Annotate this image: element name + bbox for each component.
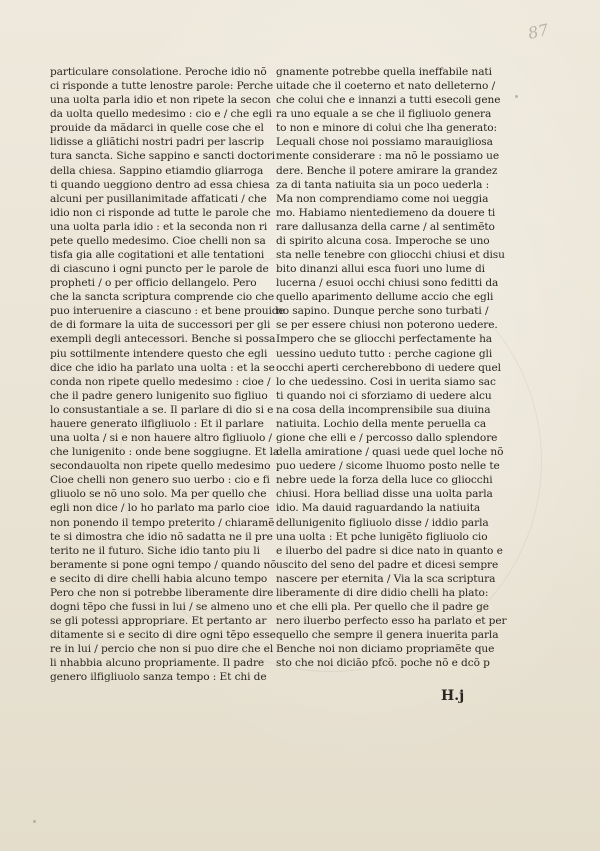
text-line: ti quando ueggiono dentro ad essa chiesa xyxy=(50,178,270,191)
text-line: idio. Ma dauid raguardando la natiuita xyxy=(276,502,481,515)
text-line: una uolta / si e non hauere altro figliuolo / xyxy=(50,432,272,445)
text-line: una uolta parla idio et non ripete la secon xyxy=(50,94,271,107)
text-line: Cioe chelli non genero suo uerbo : cio e fi xyxy=(50,474,270,487)
text-line: uitade che il coeterno et nato delleterno / xyxy=(276,80,496,93)
text-line: Ma non comprendiamo come noi ueggia xyxy=(276,192,489,205)
text-line: ti quando noi ci sforziamo di uedere alcu xyxy=(276,389,492,402)
text-line: puo interuenire a ciascuno : et bene prouide xyxy=(50,305,285,318)
text-line: ra uno equale a se che il figliuolo genera xyxy=(276,108,492,121)
text-line: Benche noi non diciamo propriamẽte que xyxy=(276,643,495,656)
text-line: idio non ci risponde ad tutte le parole che xyxy=(50,206,271,219)
text-line: bito dinanzi allui esca fuori uno lume di xyxy=(276,263,485,276)
text-line: propheti / o per officio dellangelo. Pero xyxy=(50,277,257,290)
text-line: che la sancta scriptura comprende cio che xyxy=(50,291,275,304)
text-line: re in lui / percio che non si puo dire che el xyxy=(50,643,274,656)
text-line: secondauolta non ripete quello medesimo xyxy=(50,460,271,473)
text-line: nero iluerbo perfecto esso ha parlato et per xyxy=(276,615,507,628)
text-line: beramente si pone ogni tempo / quando nõ xyxy=(50,558,277,571)
text-line: Lequali chose noi possiamo marauigliosa xyxy=(276,136,493,149)
text-line: da uolta quello medesimo : cio e / che egli xyxy=(50,108,272,121)
ink-speck xyxy=(515,95,518,98)
text-line: puo uedere / sicome lhuomo posto nelle te xyxy=(276,460,500,473)
text-line: conda non ripete quello medesimo : cioe / xyxy=(50,375,271,388)
text-line: dellunigenito figliuolo disse / iddio parla xyxy=(276,516,489,529)
text-line: alcuni per pusillanimitade affaticati / che xyxy=(50,192,267,205)
text-line: ci risponde a tutte lenostre parole: Perche xyxy=(50,80,273,93)
text-line: mente considerare : ma nõ le possiamo ue xyxy=(276,150,500,163)
text-line: te si dimostra che idio nõ sadatta ne il pre xyxy=(50,530,273,543)
text-line: de di formare la uita de successori per gli xyxy=(50,319,271,332)
text-line: quello aparimento dellume accio che egli xyxy=(276,291,494,304)
text-line: dogni tẽpo che fussi in lui / se almeno uno xyxy=(50,600,273,613)
text-line: rare dallusanza della carne / al sentimẽto xyxy=(276,220,495,233)
text-line: genero ilfigliuolo sanza tempo : Et chi de xyxy=(50,671,267,684)
text-line: della amiratione / quasi uede quel loche nõ xyxy=(276,446,504,459)
text-line: se gli potessi appropriare. Et pertanto ar xyxy=(50,615,267,628)
text-line: quello che sempre il genera inuerita parla xyxy=(276,629,499,642)
text-line: gnamente potrebbe quella ineffabile nati xyxy=(276,66,492,78)
text-line: liberamente di dire didio chelli ha plato: xyxy=(276,586,489,599)
text-line: e iluerbo del padre si dice nato in quanto e xyxy=(276,544,503,557)
text-line: prouide da mãdarci in quelle cose che el xyxy=(50,122,264,135)
text-line: occhi aperti cercherebbono di uedere quel xyxy=(276,361,501,374)
text-line: ditamente si e secito di dire ogni tẽpo esse xyxy=(50,629,276,642)
text-line: uessino ueduto tutto : perche cagione gli xyxy=(276,347,493,360)
text-line: chiusi. Hora belliad disse una uolta parla xyxy=(276,488,493,501)
text-line: hauere generato ilfigliuolo : Et il parlare xyxy=(50,417,264,430)
text-line: egli non dice / lo ho parlato ma parlo cioe xyxy=(50,502,270,515)
text-line: particulare consolatione. Peroche idio nõ xyxy=(50,66,267,78)
text-line: sta nelle tenebre con gliocchi chiusi et disu xyxy=(276,249,505,262)
text-line: che lunigenito : onde bene soggiugne. Et la xyxy=(50,446,280,459)
text-line: nebre uede la forza della luce co gliocchi xyxy=(276,474,493,487)
text-line: za di tanta natiuita sia un poco uederla : xyxy=(276,178,490,191)
text-line: che il padre genero lunigenito suo figliuo xyxy=(50,389,268,402)
text-line: li nhabbia alcuno propriamente. Il padre xyxy=(50,657,265,670)
text-line: natiuita. Lochio della mente peruella ca xyxy=(276,417,487,430)
text-line: lidisse a gliãtichi nostri padri per lascrip xyxy=(50,136,264,149)
text-line: exempli degli antecessori. Benche si possa xyxy=(50,333,276,346)
text-line: della chiesa. Sappino etiamdio gliarroga xyxy=(50,164,264,177)
text-line: Pero che non si potrebbe liberamente dire xyxy=(50,586,274,599)
text-line: et che elli pla. Per quello che il padre ge xyxy=(276,600,489,613)
text-line: di spirito alcuna cosa. Imperoche se uno xyxy=(276,234,490,247)
text-line: pete quello medesimo. Cioe chelli non sa xyxy=(50,234,266,247)
text-line: dere. Benche il potere amirare la grandez xyxy=(276,164,498,177)
text-line: se per essere chiusi non poterono uedere. xyxy=(276,319,498,332)
text-line: no sapino. Dunque perche sono turbati / xyxy=(276,305,489,318)
text-line: dice che idio ha parlato una uolta : et la se xyxy=(50,361,275,374)
text-line: Impero che se gliocchi perfectamente ha xyxy=(276,333,493,346)
text-line: che colui che e innanzi a tutti esecoli gene xyxy=(276,94,501,107)
text-line: non ponendo il tempo preterito / chiaramẽ xyxy=(50,516,275,529)
right-text-column xyxy=(276,65,507,670)
text-line: piu sottilmente intendere questo che egli xyxy=(50,347,268,360)
text-line: di ciascuno i ogni puncto per le parole de xyxy=(50,263,269,276)
text-line: nascere per eternita / Via la sca scriptura xyxy=(276,572,496,585)
text-line: una uolta parla idio : et la seconda non ri xyxy=(50,220,268,233)
text-line: lo che uedessino. Cosi in uerita siamo sac xyxy=(276,375,496,388)
left-text-column xyxy=(50,65,285,684)
text-line: e secito di dire chelli habia alcuno tempo xyxy=(50,572,268,585)
text-line: uscito del seno del padre et dicesi sempre xyxy=(276,558,499,571)
text-line: terito ne il futuro. Siche idio tanto piu li xyxy=(50,544,260,557)
ink-speck xyxy=(33,820,36,823)
text-line: mo. Habiamo nientediemeno da douere ti xyxy=(276,206,496,219)
text-line: gione che elli e / percosso dallo splendore xyxy=(276,432,498,445)
text-line: tisfa gia alle cogitationi et alle tentationi xyxy=(50,249,265,262)
text-line: lo consustantiale a se. Il parlare di dio si e xyxy=(50,403,274,416)
text-line: tura sancta. Siche sappino e sancti doctori xyxy=(50,150,275,163)
text-line: gliuolo se nõ uno solo. Ma per quello che xyxy=(50,488,267,501)
signature-mark: H.j xyxy=(441,688,465,704)
text-line: na cosa della incomprensibile sua diuina xyxy=(276,403,491,416)
text-line: to non e minore di colui che lha generato: xyxy=(276,122,497,135)
text-line: lucerna / esuoi occhi chiusi sono feditti da xyxy=(276,277,499,290)
folio-number: 87 xyxy=(526,20,551,43)
text-line: sto che noi dicião pfcõ. poche nõ e dcõ p xyxy=(276,657,490,670)
text-line: una uolta : Et pche lunigẽto figliuolo cio xyxy=(276,530,488,543)
